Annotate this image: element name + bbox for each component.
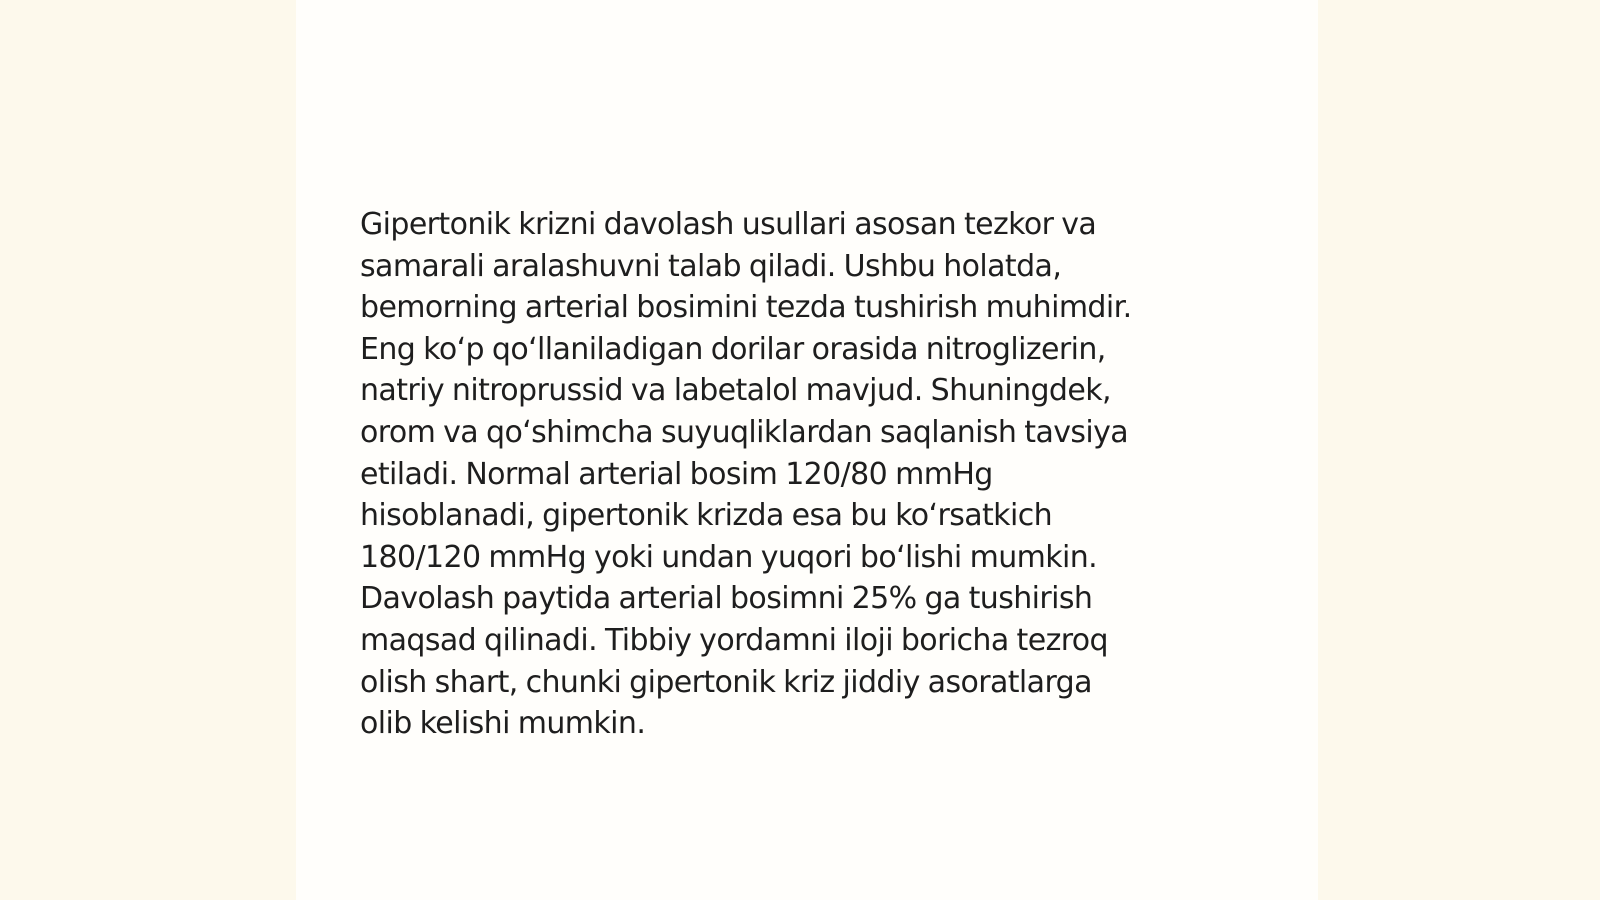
body-paragraph — [360, 204, 1260, 745]
paragraph-line: hisoblanadi, gipertonik krizda esa bu koʻrsatkich — [360, 498, 1053, 534]
paragraph-line: Eng koʻp qoʻllaniladigan dorilar orasida nitroglizerin, — [360, 331, 1106, 367]
document-page — [296, 0, 1318, 900]
paragraph-line: natriy nitroprussid va labetalol mavjud. Shuningdek, — [360, 373, 1111, 409]
paragraph-line: olib kelishi mumkin. — [360, 706, 646, 742]
paragraph-line: bemorning arterial bosimini tezda tushirish muhimdir. — [360, 290, 1132, 326]
paragraph-line: Gipertonik krizni davolash usullari asosan tezkor va — [360, 207, 1097, 242]
paragraph-line: olish shart, chunki gipertonik kriz jiddiy asoratlarga — [360, 664, 1092, 700]
paragraph-line: orom va qoʻshimcha suyuqliklardan saqlanish tavsiya — [360, 414, 1129, 450]
paragraph-line: maqsad qilinadi. Tibbiy yordamni iloji boricha tezroq — [360, 622, 1109, 658]
paragraph-line: 180/120 mmHg yoki undan yuqori boʻlishi mumkin. — [360, 539, 1098, 575]
paragraph-line: etiladi. Normal arterial bosim 120/80 mmHg — [360, 456, 993, 492]
paragraph-line: Davolash paytida arterial bosimni 25% ga tushirish — [360, 581, 1093, 617]
paragraph-line: samarali aralashuvni talab qiladi. Ushbu holatda, — [360, 248, 1062, 284]
